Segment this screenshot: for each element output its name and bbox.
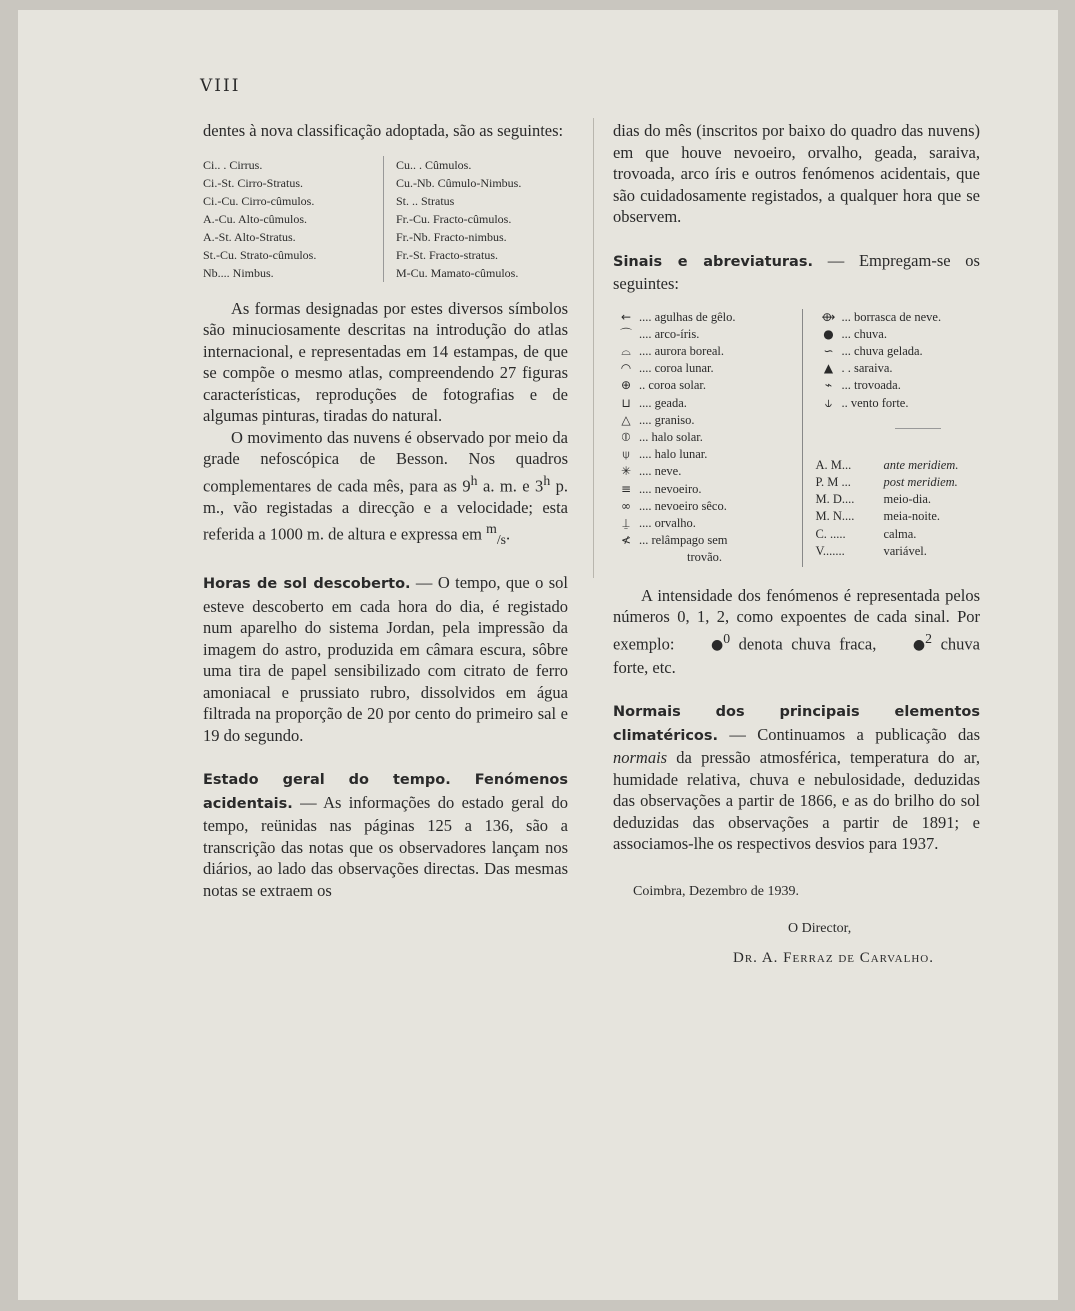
- solar-halo-icon: ⦶: [621, 429, 631, 444]
- cloud-item: Nb.... Nimbus.: [203, 265, 274, 280]
- abbreviation-row: [815, 508, 980, 525]
- dew-icon: ⍊: [622, 515, 630, 530]
- abbreviation-row: [815, 543, 980, 560]
- column-divider: [593, 118, 594, 578]
- cloud-item: A.-Cu. Alto-cûmulos.: [203, 211, 307, 226]
- cloud-item: St. .. Stratus: [396, 193, 455, 208]
- sign-row: [613, 463, 802, 480]
- sign-row: [815, 377, 980, 394]
- forms-paragraph: As formas designadas por estes diversos símbolos são minuciosamente descritas na introdução do atlas internacional, e representadas em 14 estampas, de que se compõe o mesmo atlas, compreendendo 27 figuras características, reproduções de fotografias e de algumas pinturas, tiradas do natural.: [203, 298, 568, 425]
- sign-label: .... neve.: [639, 464, 682, 479]
- sunshine-heading: Horas de sol descoberto.: [203, 576, 411, 593]
- page-number: VIII: [200, 76, 241, 96]
- sunshine-paragraph: [203, 572, 568, 746]
- sign-row: [815, 360, 980, 377]
- cloud-list-col2: [383, 156, 521, 282]
- cloud-list-col1: [203, 156, 383, 282]
- sign-row: [815, 343, 980, 360]
- hail-icon: ▲: [823, 361, 834, 376]
- normals-paragraph: [613, 700, 980, 855]
- solar-corona-icon: ⊕: [620, 378, 632, 393]
- intro-paragraph: dentes à nova classificação adoptada, são as seguintes:: [203, 121, 564, 140]
- sign-label: ... halo solar.: [639, 429, 703, 444]
- signatory-role: O Director,: [788, 921, 852, 937]
- sign-row: [613, 481, 802, 498]
- place-date: Coimbra, Dezembro de 1939.: [633, 883, 800, 899]
- sup: 0: [723, 630, 731, 646]
- sign-row: [613, 377, 802, 394]
- abbreviation: V.......: [815, 543, 845, 558]
- snowstorm-icon: ⟴: [821, 309, 836, 324]
- cloud-item: Cu.-Nb. Cûmulo-Nimbus.: [396, 175, 522, 190]
- sign-label: .. vento forte.: [841, 395, 909, 410]
- sign-label: ... chuva gelada.: [841, 343, 923, 358]
- sign-row: [815, 395, 980, 412]
- abbreviation: A. M...: [815, 457, 852, 472]
- left-column: [203, 120, 568, 901]
- sunshine-text: — O tempo, que o sol esteve descoberto em cada hora do dia, é registado num aparelho do sistema Jordan, pela impressão da imagem do astro, produzida em câmara escura, sôbre uma tira de papel sensibilizado com citrato de ferro amoniacal e prussiato rubro, dissolvidos em água filtrada na proporção de 20 por cento do primeiro sal e 19 do segundo.: [203, 573, 568, 745]
- lightning-icon: ≮: [620, 533, 632, 548]
- text: p. m., vão registadas a direcção e a velocidade; esta referida a 1000 m. de altura e expressa em: [203, 476, 569, 544]
- divider-rule: [895, 428, 941, 429]
- sup: h: [470, 472, 478, 488]
- rain-icon: ●: [823, 326, 834, 341]
- sign-label: . . saraiva.: [841, 361, 893, 376]
- sign-label: .... halo lunar.: [639, 447, 708, 462]
- unit-s: /s: [496, 531, 506, 547]
- sign-row: [613, 360, 802, 377]
- sign-label: .... geada.: [639, 395, 687, 410]
- text: .: [506, 524, 511, 544]
- weather-heading: Estado geral do tempo. Fenómenos acidentais.: [203, 772, 568, 812]
- signatory-name: Dr. A. Ferraz de Carvalho.: [733, 949, 934, 966]
- arrow-left-icon: ←: [620, 309, 632, 324]
- sign-row: [613, 429, 802, 446]
- cloud-item: Ci.. . Cirrus.: [203, 157, 263, 172]
- sign-label: .... aurora boreal.: [639, 343, 725, 358]
- text: O movimento das nuvens é observado por meio da grade nefoscópica de Besson. Nos quadros complementares de cada mês, para as 9: [203, 427, 568, 495]
- text: A intensidade dos fenómenos é representada pelos números 0, 1, 2, como expoentes de cada sinal. Por exemplo:: [613, 585, 980, 654]
- sign-label: .... coroa lunar.: [639, 361, 714, 376]
- sup: 2: [925, 630, 933, 646]
- abbreviation-meaning: variável.: [883, 543, 927, 558]
- lunar-corona-icon: ◠: [620, 361, 632, 376]
- signs-heading: Sinais e abreviaturas.: [613, 253, 813, 270]
- sign-row: [613, 446, 802, 463]
- cloud-item: M-Cu. Mamato-cûmulos.: [396, 265, 519, 280]
- sign-label: .... graniso.: [639, 412, 695, 427]
- signs-left-list: [613, 309, 803, 567]
- text: chuva forte, etc.: [613, 634, 981, 677]
- abbreviation-meaning: ante meridiem.: [883, 457, 959, 472]
- intensity-paragraph: [613, 585, 980, 679]
- abbreviation-meaning: meia-noite.: [883, 509, 941, 524]
- thunderstorm-icon: ⌁: [824, 378, 833, 393]
- sign-row: [613, 498, 802, 515]
- freezing-rain-icon: ∽: [823, 343, 834, 358]
- text: da pressão atmosférica, temperatura do ar, humidade relativa, chuva e nebulosidade, deduzidas das observações a partir de 1866, e as do brilho do sol deduzidas das observações a partir de 1891; e associamos-lhe os respectivos desvios para 1937.: [613, 748, 980, 854]
- sign-label: .... arco-íris.: [639, 326, 700, 341]
- cloud-item: Ci.-Cu. Cirro-cûmulos.: [203, 193, 315, 208]
- text: a. m. e 3: [477, 476, 544, 495]
- sign-row: [613, 395, 802, 412]
- frost-icon: ⊔: [621, 395, 631, 410]
- abbreviation-row: [815, 474, 980, 491]
- sign-label: .... nevoeiro sêco.: [639, 498, 727, 513]
- sign-row: [613, 515, 802, 532]
- fog-icon: ≡: [620, 481, 632, 496]
- sign-row: [613, 309, 802, 326]
- abbreviation-row: [815, 491, 980, 508]
- sup: h: [543, 472, 551, 488]
- signs-table: [613, 309, 980, 567]
- sign-label: .... agulhas de gêlo.: [639, 309, 736, 324]
- abbreviation: M. D....: [815, 492, 855, 507]
- cloud-item: Fr.-St. Fracto-stratus.: [396, 247, 498, 262]
- cloud-item: St.-Cu. Strato-cûmulos.: [203, 247, 317, 262]
- abbreviation: P. M ...: [815, 474, 851, 489]
- sign-row: [613, 412, 802, 429]
- cloud-item: Fr.-Cu. Fracto-cûmulos.: [396, 211, 512, 226]
- abbreviation-row: [815, 526, 980, 543]
- weather-paragraph: [203, 768, 568, 901]
- rain-icon: ●: [711, 637, 724, 654]
- movement-paragraph: [203, 427, 568, 551]
- sign-row: [613, 326, 802, 343]
- sign-label: ... relâmpago sem: [639, 533, 728, 548]
- sign-label: .... nevoeiro.: [639, 481, 702, 496]
- lunar-halo-icon: ⍦: [622, 447, 630, 462]
- cloud-classification-table: [203, 156, 568, 282]
- sign-row: [613, 343, 802, 360]
- arc-icon: ⌒: [619, 326, 632, 341]
- cloud-item: Cu.. . Cûmulos.: [396, 157, 472, 172]
- signs-text: — Empregam-se os seguintes:: [613, 250, 980, 293]
- dry-fog-icon: ∞: [621, 498, 631, 513]
- sign-row: [815, 326, 980, 343]
- cloud-item: Ci.-St. Cirro-Stratus.: [203, 175, 304, 190]
- days-paragraph: dias do mês (inscritos por baixo do quadro das nuvens) em que houve nevoeiro, orvalho, geada, saraiva, trovoada, arco íris e outros fenómenos acidentais, que são cuidadosamente registados, a qualquer hora que se observem.: [613, 121, 980, 226]
- rain-icon: ●: [912, 637, 926, 654]
- abbreviations-list: [815, 457, 980, 560]
- right-column: [613, 120, 980, 969]
- sign-label: ... trovoada.: [841, 378, 901, 393]
- cloud-item: A.-St. Alto-Stratus.: [203, 229, 296, 244]
- signs-paragraph: [613, 250, 980, 295]
- sign-label: trovão.: [687, 550, 723, 565]
- abbreviation: M. N....: [815, 509, 855, 524]
- sign-label: .... orvalho.: [639, 515, 696, 530]
- strong-wind-icon: ⫝: [824, 395, 833, 410]
- sign-row: [815, 309, 980, 326]
- abbreviation-row: [815, 457, 980, 474]
- normals-heading: Normais dos principais elementos climatéricos.: [613, 704, 980, 744]
- aurora-icon: ⌓: [621, 343, 631, 358]
- abbreviation-meaning: post meridiem.: [883, 474, 958, 489]
- abbreviation: C. .....: [815, 526, 846, 541]
- text: denota chuva fraca,: [730, 634, 877, 654]
- signs-right-items: [815, 309, 980, 412]
- unit-m: m: [486, 521, 497, 536]
- snow-icon: ✳: [620, 464, 632, 479]
- weather-text: — As informações do estado geral do tempo, reünidas nas páginas 125 a 136, são a transcrição das notas que os observadores lançam nos diários, ao lado das observações directas. Das mesmas notas se extraem os: [203, 792, 568, 900]
- text: — Continuamos a publicação das: [718, 724, 980, 744]
- abbreviation-meaning: calma.: [883, 526, 917, 541]
- text: normais: [613, 748, 668, 768]
- abbreviation-meaning: meio-dia.: [883, 492, 932, 507]
- graupel-icon: △: [621, 412, 631, 427]
- sign-row: [613, 532, 802, 549]
- cloud-item: Fr.-Nb. Fracto-nimbus.: [396, 229, 507, 244]
- sign-label: .. coroa solar.: [639, 378, 706, 393]
- signs-right-list: [803, 309, 980, 567]
- sign-label: ... borrasca de neve.: [841, 309, 942, 324]
- sign-label: ... chuva.: [841, 326, 887, 341]
